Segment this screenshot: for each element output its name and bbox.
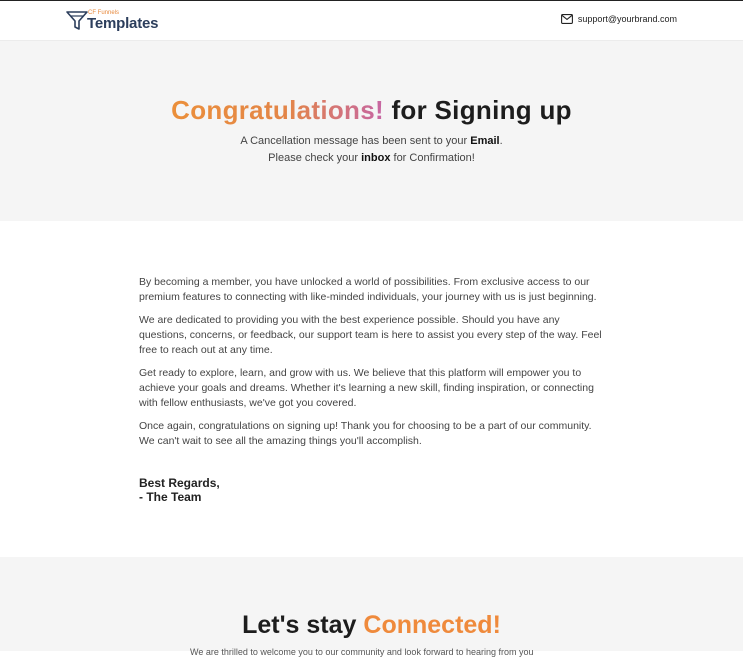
message-body [139,275,606,457]
hero-title-highlight: Congratulations! [171,95,384,125]
hero-subtitle-line-1 [0,135,743,147]
brand-logo[interactable] [66,9,159,35]
footer-section [0,557,743,657]
hero-line2-text: Please check your [268,152,362,164]
logo-wordmark: Templates [87,15,159,32]
contact-email[interactable]: support@yourbrand.com [577,14,677,24]
logo-tagline: CF Funnels [88,10,120,16]
contact-email-link[interactable] [561,14,677,24]
hero-line2-bold: inbox [361,152,391,164]
signature-team: - The Team [139,490,202,504]
hero-subtitle-line-2 [0,152,743,164]
hero-title [0,95,743,126]
body-paragraph: Get ready to explore, learn, and grow with us. We believe that this platform will empower you to achieve your goals and dreams. Whether it's learning a new skill, finding inspiration, or connecting with fellow enthusiasts, we've got you covered. [139,367,594,409]
envelope-icon [561,14,573,24]
funnel-icon [66,9,88,31]
signature-greeting: Best Regards, [139,476,220,490]
signature [139,476,220,504]
body-paragraph: By becoming a member, you have unlocked a world of possibilities. From exclusive access to our premium features to connecting with like-minded individuals, your journey with us is just beginning. [139,276,597,303]
footer-title-text: Let's stay [242,611,364,639]
footer-subtext: We are thrilled to welcome you to our community and look forward to hearing from you [190,647,534,657]
hero-line2-end: for Confirmation! [390,152,475,164]
footer-title [0,611,743,640]
hero-line1-bold: Email [470,135,500,147]
hero-section [0,41,743,221]
body-paragraph: We are dedicated to providing you with the best experience possible. Should you have any questions, concerns, or feedback, our support team is here to assist you every step of the way. Feel free to reach out at any time. [139,314,602,356]
site-header [0,0,743,41]
hero-line1-text: A Cancellation message has been sent to your [240,135,471,147]
hero-line1-end: . [499,135,503,147]
hero-title-rest: for Signing up [383,95,572,125]
body-paragraph: Once again, congratulations on signing up! Thank you for choosing to be a part of our community. We can't wait to see all the amazing things you'll accomplish. [139,420,592,447]
footer-title-highlight: Connected! [363,611,501,639]
